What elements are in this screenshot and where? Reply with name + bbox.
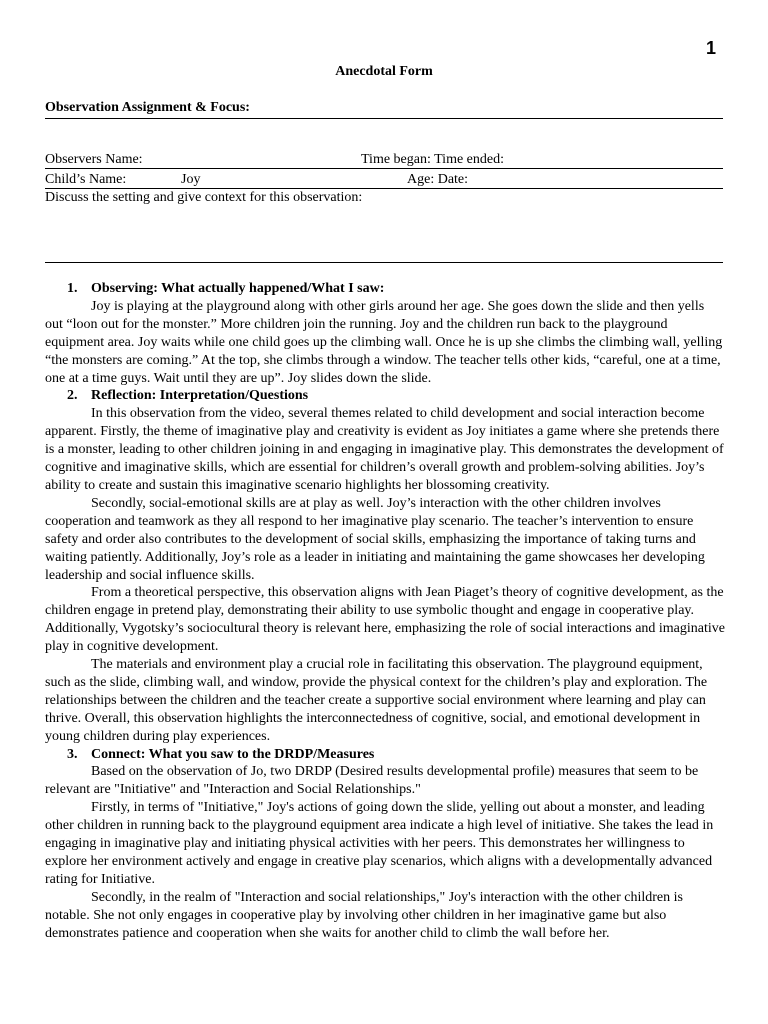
section-number: 2. bbox=[67, 388, 78, 404]
section-heading-reflection bbox=[67, 387, 725, 405]
observer-time-row bbox=[45, 151, 723, 169]
setting-context-box bbox=[45, 190, 723, 263]
paragraph: Joy is playing at the playground along with other girls around her age. She goes down the slide and then yells out “loon out for the monster.” More children join the running. Joy and the children run back to the playground equipment area. Joy waits while one child goes up the climbing wall. Once he is up she climbs the climbing wall, yelling “the monsters are coming.” At the top, she climbs through a window. The teacher tells other kids, “careful, one at a time, one at a time guys. Wait until they are up”. Joy slides down the slide. bbox=[45, 298, 723, 386]
observation-focus-row bbox=[45, 100, 723, 119]
setting-prompt: Discuss the setting and give context for this observation: bbox=[45, 190, 363, 205]
section-title: Reflection: Interpretation/Questions bbox=[91, 388, 309, 404]
childs-name-value: Joy bbox=[181, 172, 201, 187]
child-age-row bbox=[45, 171, 723, 189]
section-heading-observing bbox=[67, 280, 725, 298]
paragraph: The materials and environment play a crucial role in facilitating this observation. The playground equipment, such as the slide, climbing wall, and window, provide the physical context for the children’s play and exploration. The relationships between the children and the teacher create a supportive social environment where learning and play can thrive. Overall, this observation highlights the interconnectedness of cognitive, social, and emotional development in young children during play experiences. bbox=[45, 657, 708, 744]
section-number: 1. bbox=[67, 281, 78, 296]
page-number: 1 bbox=[705, 38, 716, 58]
section-heading-connect bbox=[67, 746, 725, 764]
time-label: Time began: Time ended: bbox=[361, 152, 504, 167]
section-title: Observing: What actually happened/What I saw: bbox=[91, 281, 385, 296]
paragraph: Secondly, in the realm of "Interaction and social relationships," Joy's interaction with the other children is notable. She not only engages in cooperative play by involving other children in her imaginative game but also demonstrates patience and cooperation when she waits for another child to climb the wall before her. bbox=[45, 889, 683, 941]
paragraph: Firstly, in terms of "Initiative," Joy's actions of going down the slide, yelling out about a monster, and leading other children in running back to the playground equipment area indicate a high level of initiative. She takes the lead in engaging in imaginative play and initiating physical activities with her peers. This demonstrates her willingness to explore her environment actively and engage in creative play scenarios, which aligns with a developmentally advanced rating for Initiative. bbox=[45, 800, 714, 887]
age-date-label: Age: Date: bbox=[407, 172, 469, 187]
section-number: 3. bbox=[67, 746, 78, 762]
paragraph: Based on the observation of Jo, two DRDP (Desired results developmental profile) measures that seem to be relevant are "Initiative" and "Interaction and Social Relationships." bbox=[45, 764, 699, 798]
focus-label: Observation Assignment & Focus: bbox=[45, 100, 250, 115]
paragraph: In this observation from the video, several themes related to child development and social interaction become apparent. Firstly, the theme of imaginative play and creativity is evident as Joy initiates a game where she pretends there is a monster, leading to other children joining in and engaging in imaginative play. This demonstrates the development of cognitive and imaginative skills, which are essential for children’s overall growth and problem-solving abilities. Joy’s ability to create and sustain this imaginative scenario highlights her blossoming creativity. bbox=[45, 406, 724, 493]
childs-name-label: Child’s Name: bbox=[45, 172, 127, 187]
paragraph: Secondly, social-emotional skills are at play as well. Joy’s interaction with the other children involves cooperation and teamwork as they all respond to her imaginative play scenario. The teacher’s intervention to ensure safety and order also contributes to the development of social skills, emphasizing the importance of taking turns and waiting patiently. Additionally, Joy’s role as a leader in initiating and maintaining the game showcases her developing leadership and social influence skills. bbox=[45, 495, 705, 583]
section-title: Connect: What you saw to the DRDP/Measures bbox=[91, 746, 375, 762]
form-title: Anecdotal Form bbox=[335, 64, 433, 79]
observation-body bbox=[45, 280, 725, 943]
observers-name-label: Observers Name: bbox=[45, 152, 143, 167]
paragraph: From a theoretical perspective, this observation aligns with Jean Piaget’s theory of cognitive development, as the children engage in pretend play, demonstrating their ability to use symbolic thought and engage in cooperative play. Additionally, Vygotsky’s sociocultural theory is relevant here, emphasizing the role of social interactions and imaginative play in cognitive development. bbox=[45, 585, 725, 655]
